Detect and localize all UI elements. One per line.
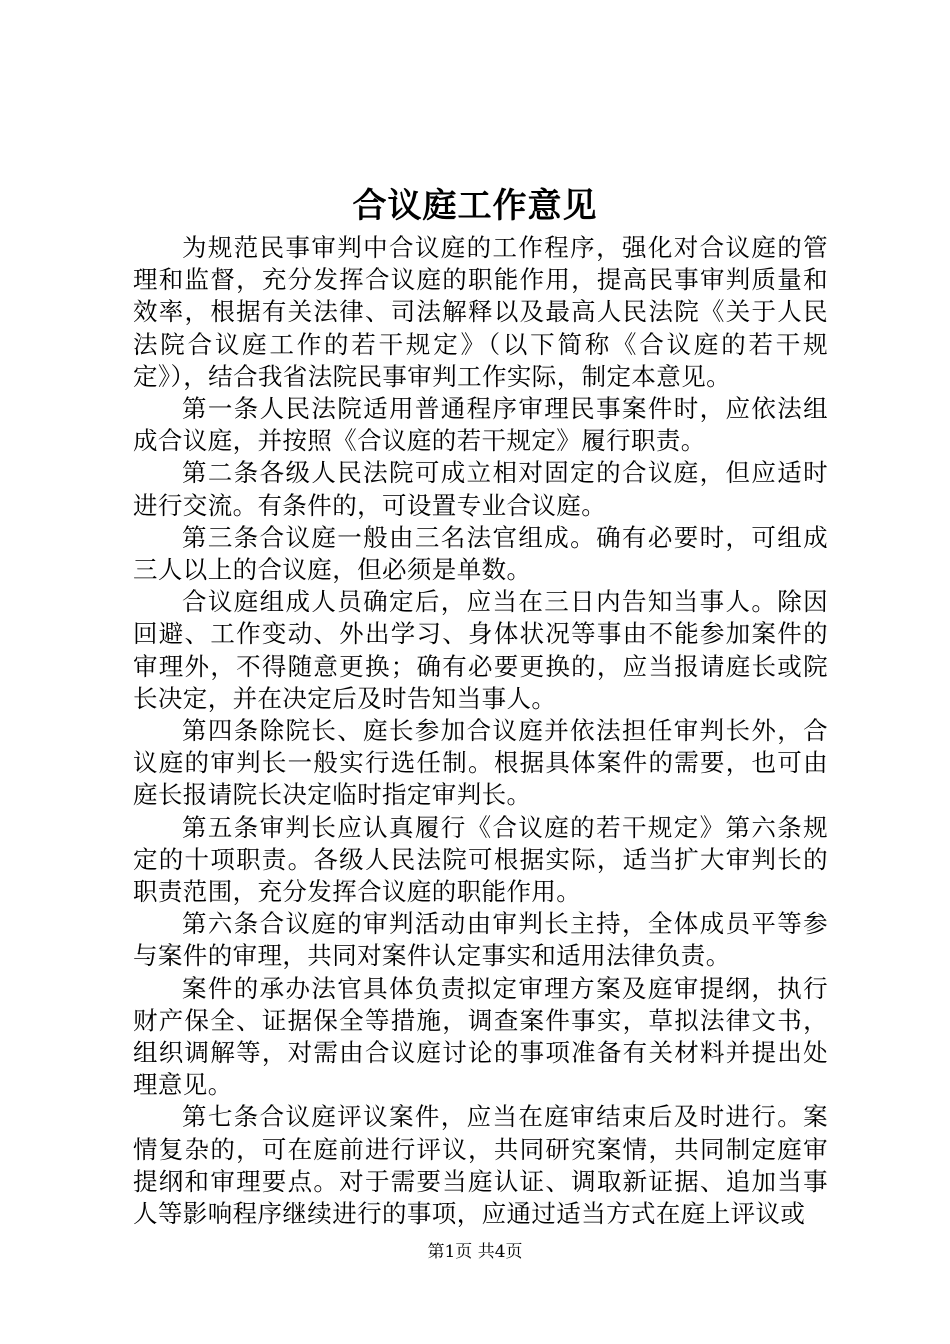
- paragraph-article-1: 第一条人民法院适用普通程序审理民事案件时，应依法组成合议庭，并按照《合议庭的若干规定》履行职责。: [133, 394, 828, 456]
- paragraph-article-2: 第二条各级人民法院可成立相对固定的合议庭，但应适时进行交流。有条件的，可设置专业合议庭。: [133, 458, 828, 520]
- paragraph-preamble: 为规范民事审判中合议庭的工作程序，强化对合议庭的管理和监督，充分发挥合议庭的职能作用，提高民事审判质量和效率，根据有关法律、司法解释以及最高人民法院《关于人民法院合议庭工作的若干规定》（以下简称《合议庭的若干规定》），结合我省法院民事审判工作实际，制定本意见。: [133, 233, 828, 391]
- document-title: 合议庭工作意见: [352, 186, 598, 226]
- paragraph-article-6: 第六条合议庭的审判活动由审判长主持，全体成员平等参与案件的审理，共同对案件认定事实和适用法律负责。: [133, 909, 828, 971]
- paragraph-article-3: 第三条合议庭一般由三名法官组成。确有必要时，可组成三人以上的合议庭，但必须是单数。: [133, 522, 828, 585]
- paragraph-article-3-notice: 合议庭组成人员确定后，应当在三日内告知当事人。除因回避、工作变动、外出学习、身体状况等事由不能参加案件的审理外，不得随意更换；确有必要更换的，应当报请庭长或院长决定，并在决定后及时告知当事人。: [133, 587, 828, 713]
- paragraph-article-7: 第七条合议庭评议案件，应当在庭审结束后及时进行。案情复杂的，可在庭前进行评议，共同研究案情，共同制定庭审提纲和审理要点。对于需要当庭认证、调取新证据、追加当事人等影响程序继续进行的事项，应通过适当方式在庭上评议或: [133, 1102, 828, 1229]
- paragraph-article-5: 第五条审判长应认真履行《合议庭的若干规定》第六条规定的十项职责。各级人民法院可根据实际，适当扩大审判长的职责范围，充分发挥合议庭的职能作用。: [133, 812, 828, 907]
- paragraph-article-4: 第四条除院长、庭长参加合议庭并依法担任审判长外，合议庭的审判长一般实行选任制。根据具体案件的需要，也可由庭长报请院长决定临时指定审判长。: [133, 716, 828, 810]
- page-number-footer: 第1页 共4页: [427, 1242, 523, 1262]
- paragraph-article-6-duties: 案件的承办法官具体负责拟定审理方案及庭审提纲，执行财产保全、证据保全等措施，调查案件事实，草拟法律文书，组织调解等，对需由合议庭讨论的事项准备有关材料并提出处理意见。: [133, 973, 828, 1100]
- document-body: [133, 232, 828, 1230]
